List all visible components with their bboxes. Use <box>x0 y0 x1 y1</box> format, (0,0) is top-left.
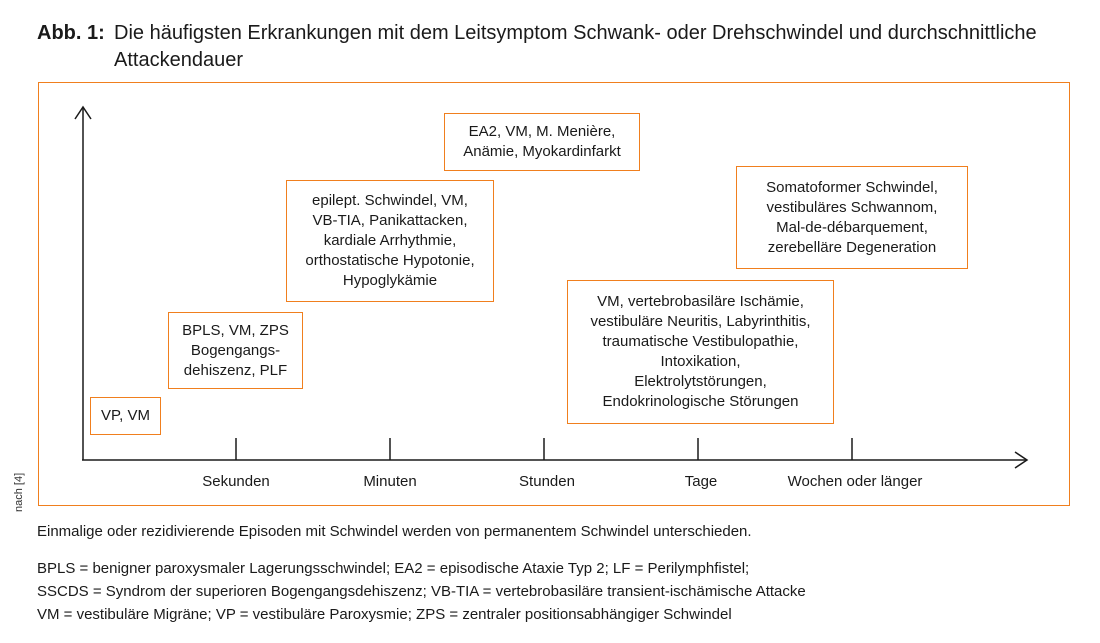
box-minuten <box>286 180 494 302</box>
box-stunden-text: EA2, VM, M. Menière, Anämie, Myokardinfarkt <box>463 123 621 160</box>
box-sekunden-text: BPLS, VM, ZPS Bogengangs- dehiszenz, PLF <box>182 321 289 379</box>
box-sekunden <box>168 312 303 389</box>
box-vp-vm-text: VP, VM <box>101 407 150 424</box>
x-label-minuten: Minuten <box>363 473 417 490</box>
box-vp-vm <box>90 397 161 435</box>
footnote: Einmalige oder rezidivierende Episoden mit Schwindel werden von permanentem Schwindel unterschieden. <box>37 523 752 540</box>
legend-line-3: VM = vestibuläre Migräne; VP = vestibuläre Paroxysmie; ZPS = zentraler positionsabhängiger Schwindel <box>37 606 732 623</box>
legend-line-2: SSCDS = Syndrom der superioren Bogengangsdehiszenz; VB-TIA = vertebrobasiläre transient-ischämische Attacke <box>37 583 806 600</box>
box-tage-text: VM, vertebrobasiläre Ischämie, vestibuläre Neuritis, Labyrinthitis, traumatische Vestibulopathie, Intoxikation, Elektrolytstörungen, Endokrinologische Störungen <box>590 293 811 410</box>
box-tage <box>567 280 834 424</box>
figure-title-text: Die häufigsten Erkrankungen mit dem Leitsymptom Schwank- oder Drehschwindel und durchschnittliche Attackendauer <box>114 22 1037 71</box>
box-stunden <box>444 113 640 171</box>
x-label-wochen: Wochen oder länger <box>787 473 923 490</box>
x-label-tage: Tage <box>684 473 718 490</box>
box-wochen-text: Somatoformer Schwindel, vestibuläres Schwannom, Mal-de-débarquement, zerebelläre Degeneration <box>766 178 938 256</box>
box-wochen <box>736 166 968 269</box>
x-label-sekunden: Sekunden <box>202 473 270 490</box>
legend-line-1: BPLS = benigner paroxysmaler Lagerungsschwindel; EA2 = episodische Ataxie Typ 2; LF = Perilymphfistel; <box>37 560 750 577</box>
x-label-stunden: Stunden <box>519 473 575 490</box>
source-note: nach [4] <box>13 472 25 512</box>
figure-label: Abb. 1: <box>37 22 105 44</box>
box-minuten-text: epilept. Schwindel, VM, VB-TIA, Panikattacken, kardiale Arrhythmie, orthostatische Hypotonie, Hypoglykämie <box>305 192 475 289</box>
